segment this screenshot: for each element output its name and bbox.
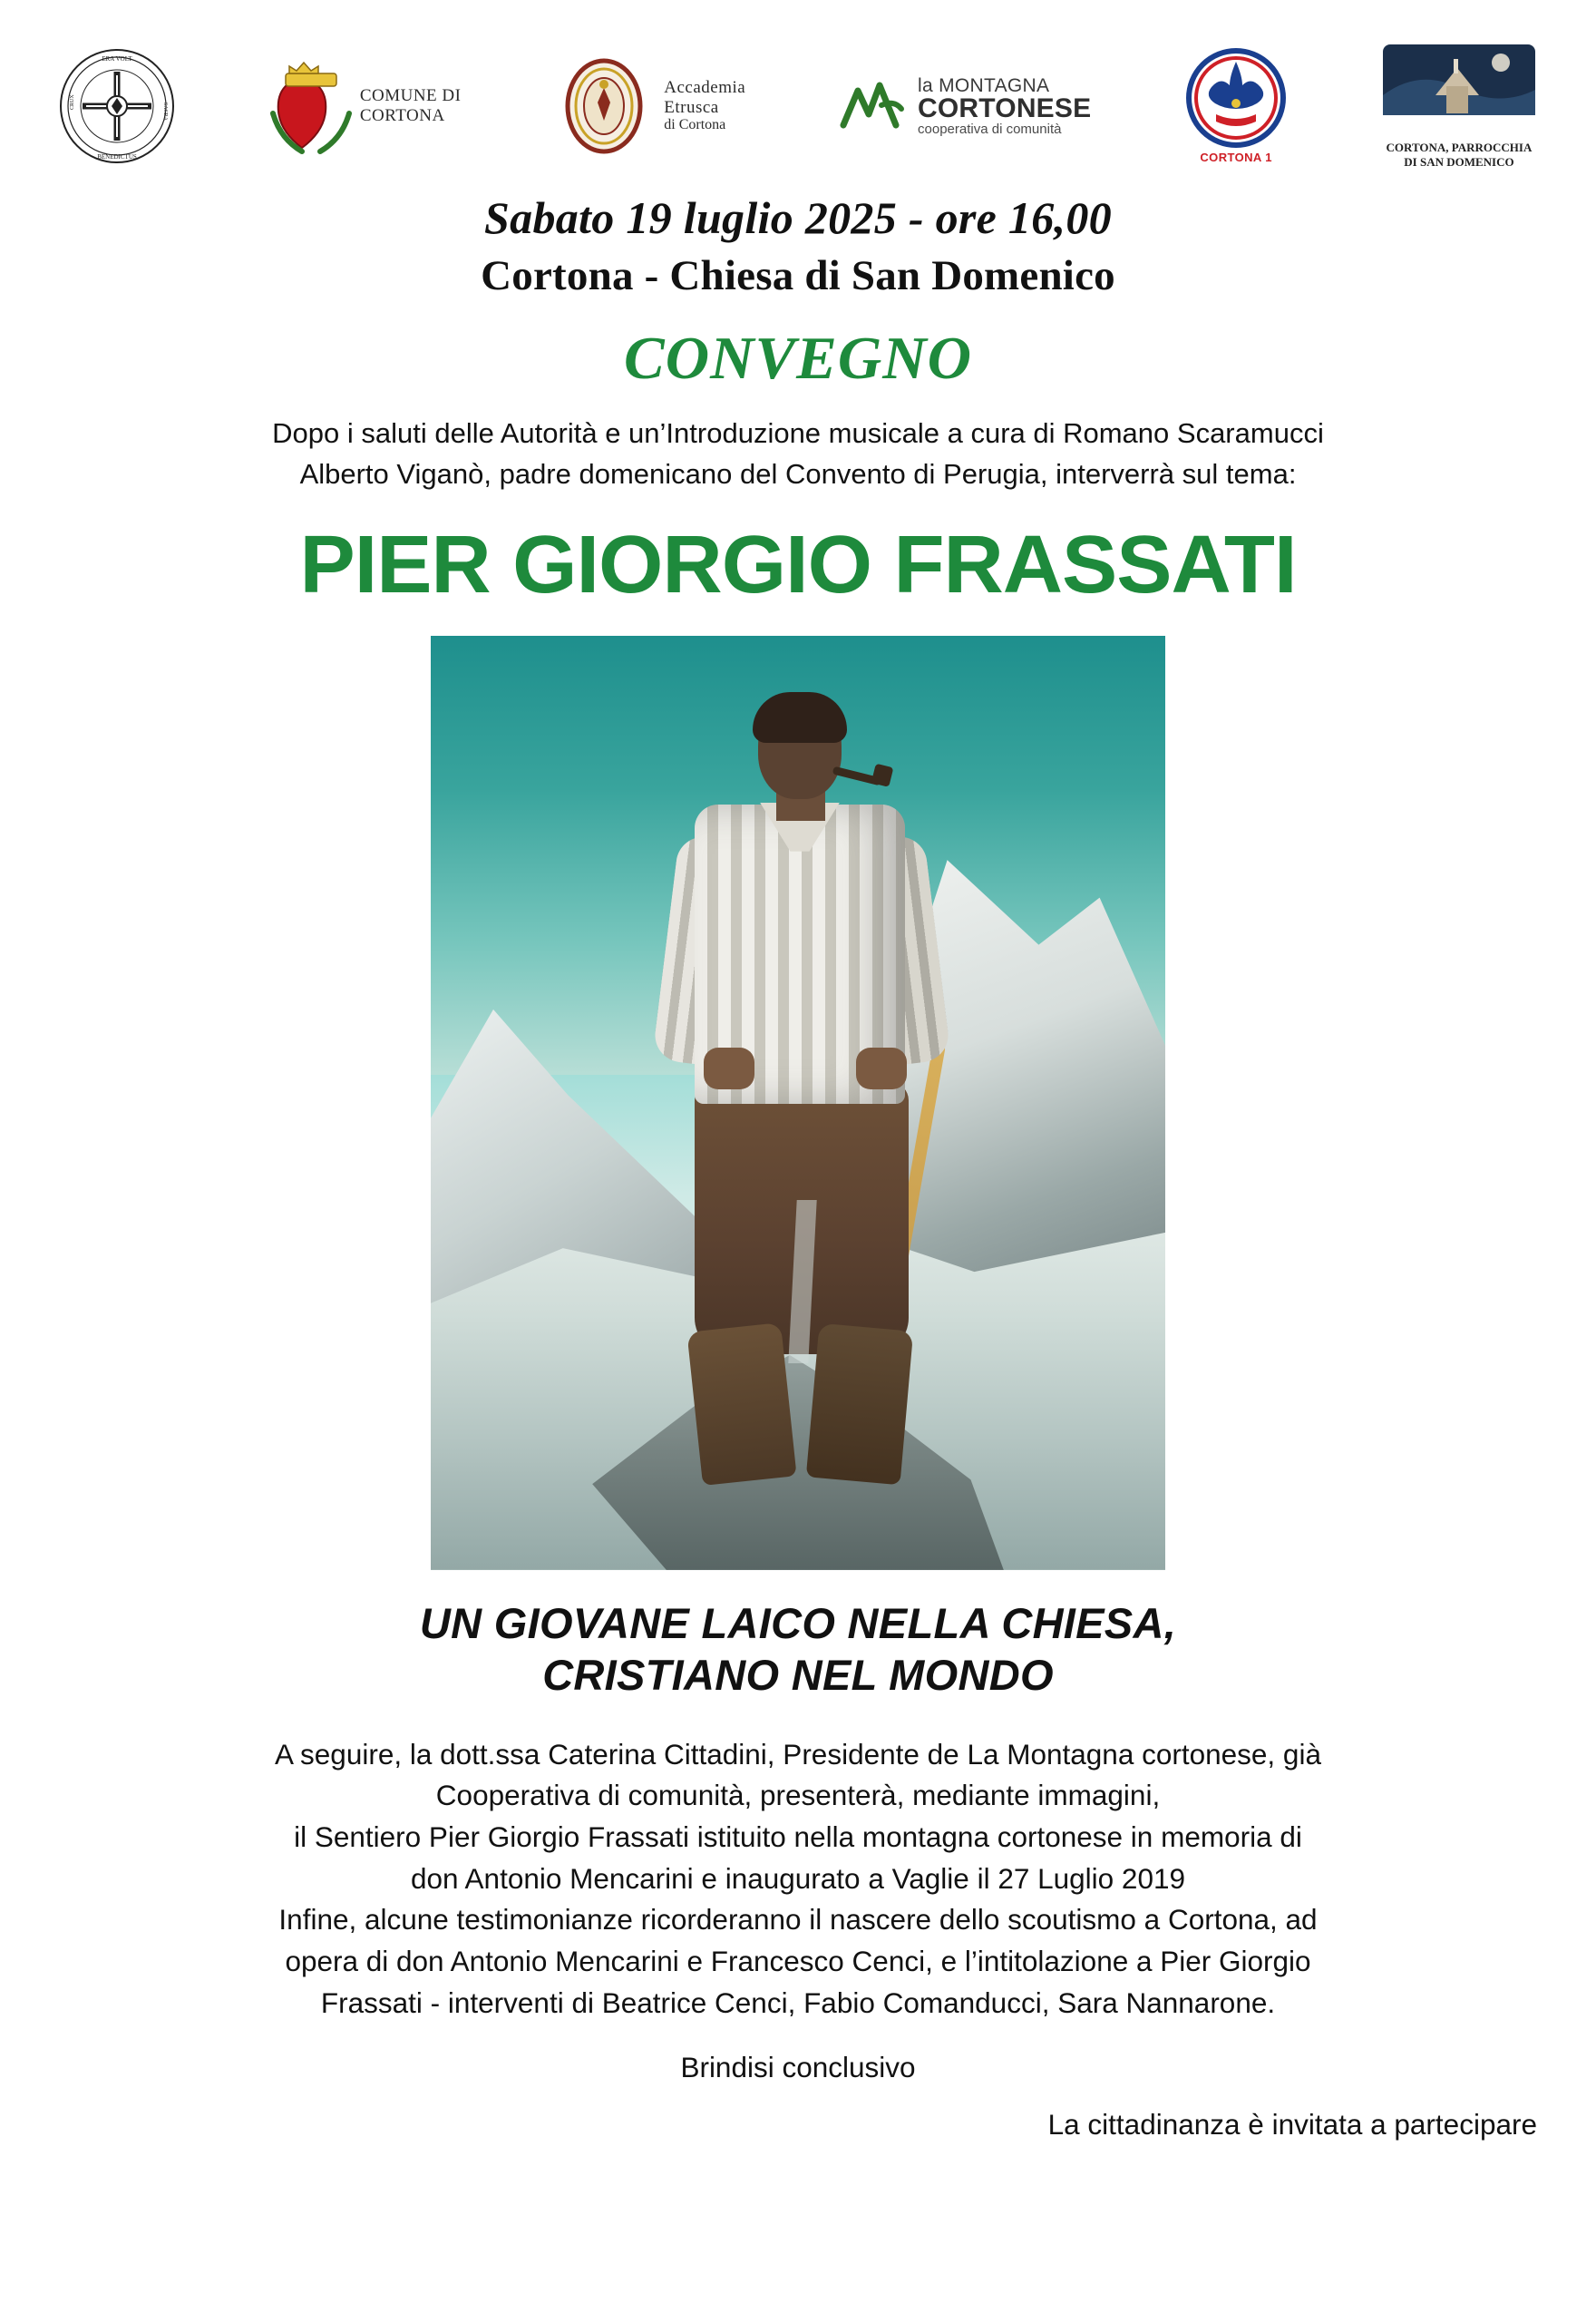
montagna-logo-text	[918, 76, 1091, 136]
accademia-line3: di Cortona	[664, 116, 726, 132]
svg-text:SACRA: SACRA	[162, 102, 168, 121]
talk-subtitle	[50, 1597, 1546, 1702]
program-line: Frassati - interventi di Beatrice Cenci, Fabio Comanducci, Sara Nannarone.	[320, 1985, 1276, 2019]
photo-frame	[431, 636, 1165, 1570]
montagna-line1: la MONTAGNA	[918, 74, 1050, 96]
svg-text:BENEDICTUS: BENEDICTUS	[97, 152, 137, 161]
montagna-line2: CORTONESE	[918, 93, 1092, 123]
logo-parrocchia-san-domenico	[1381, 43, 1537, 169]
program-line: opera di don Antonio Mencarini e Francesco Cenci, e l’intitolazione a Pier Giorgio	[285, 1944, 1311, 1977]
public-invitation: La cittadinanza è invitata a partecipare	[1047, 2108, 1537, 2142]
figure-hair	[753, 692, 847, 743]
figure-boot-right	[806, 1322, 913, 1484]
program-description	[50, 1734, 1546, 2024]
parrocchia-caption	[1381, 141, 1537, 169]
event-date-line: Sabato 19 luglio 2025 - ore 16,00	[484, 192, 1112, 243]
event-place-line: Cortona - Chiesa di San Domenico	[481, 252, 1115, 299]
accademia-etrusca-seal-icon	[555, 55, 653, 157]
intro-line-2: Alberto Viganò, padre domenicano del Convento di Perugia, interverrà sul tema:	[299, 457, 1297, 490]
figure-hand-left	[704, 1048, 754, 1089]
program-line: il Sentiero Pier Giorgio Frassati istituito nella montagna cortonese in memoria di	[294, 1820, 1302, 1853]
church-photo-icon	[1381, 43, 1537, 137]
logo-accademia-etrusca	[555, 55, 745, 157]
photo-figure	[608, 692, 988, 1552]
logo-la-montagna-cortonese	[840, 76, 1091, 136]
comune-line2: CORTONA	[359, 105, 445, 125]
svg-text:ERA VOLT: ERA VOLT	[102, 54, 132, 63]
intro-paragraph	[50, 414, 1546, 495]
agesci-fleur-de-lis-icon	[1185, 47, 1287, 149]
frassati-mountain-photo	[431, 636, 1165, 1570]
intro-line-1: Dopo i saluti delle Autorità e un’Introduzione musicale a cura di Romano Scaramucci	[272, 417, 1324, 449]
accademia-line2: Etrusca	[664, 97, 719, 117]
logo-comune-di-cortona	[269, 54, 462, 159]
figure-pipe	[832, 766, 882, 785]
subtitle-line-2: CRISTIANO NEL MONDO	[542, 1651, 1054, 1700]
logo-strip	[50, 18, 1546, 186]
comune-coat-of-arms-icon	[269, 54, 353, 159]
agesci-caption: CORTONA 1	[1200, 151, 1272, 164]
logo-agesci-cortona-1	[1185, 47, 1287, 164]
parrocchia-line1: CORTONA, PARROCCHIA	[1386, 140, 1533, 154]
benedictine-seal-icon	[59, 48, 175, 164]
subtitle-line-1: UN GIOVANE LAICO NELLA CHIESA,	[419, 1598, 1177, 1647]
accademia-line1: Accademia	[664, 78, 746, 98]
closing-toast: Brindisi conclusivo	[680, 2051, 916, 2084]
comune-line1: COMUNE DI	[359, 86, 462, 106]
comune-logo-text	[360, 86, 462, 125]
logo-benedictine-seal	[59, 48, 175, 164]
svg-text:CRUX: CRUX	[70, 93, 75, 110]
program-line: Cooperativa di comunità, presenterà, mediante immagini,	[435, 1779, 1161, 1812]
program-line: A seguire, la dott.ssa Caterina Cittadini, Presidente de La Montagna cortonese, già	[275, 1737, 1321, 1771]
program-line: don Antonio Mencarini e inaugurato a Vaglie il 27 Luglio 2019	[410, 1861, 1186, 1895]
event-type-heading: CONVEGNO	[624, 325, 972, 392]
parrocchia-line2: DI SAN DOMENICO	[1404, 154, 1514, 169]
accademia-logo-text	[664, 78, 745, 132]
montagna-line3: cooperativa di comunità	[918, 121, 1062, 137]
page-title: PIER GIORGIO FRASSATI	[299, 519, 1297, 610]
mountain-mark-icon	[840, 78, 907, 134]
figure-boot-left	[686, 1322, 796, 1486]
program-line: Infine, alcune testimonianze ricorderanno il nascere dello scoutismo a Cortona, ad	[278, 1903, 1318, 1937]
figure-hand-right	[856, 1048, 907, 1089]
